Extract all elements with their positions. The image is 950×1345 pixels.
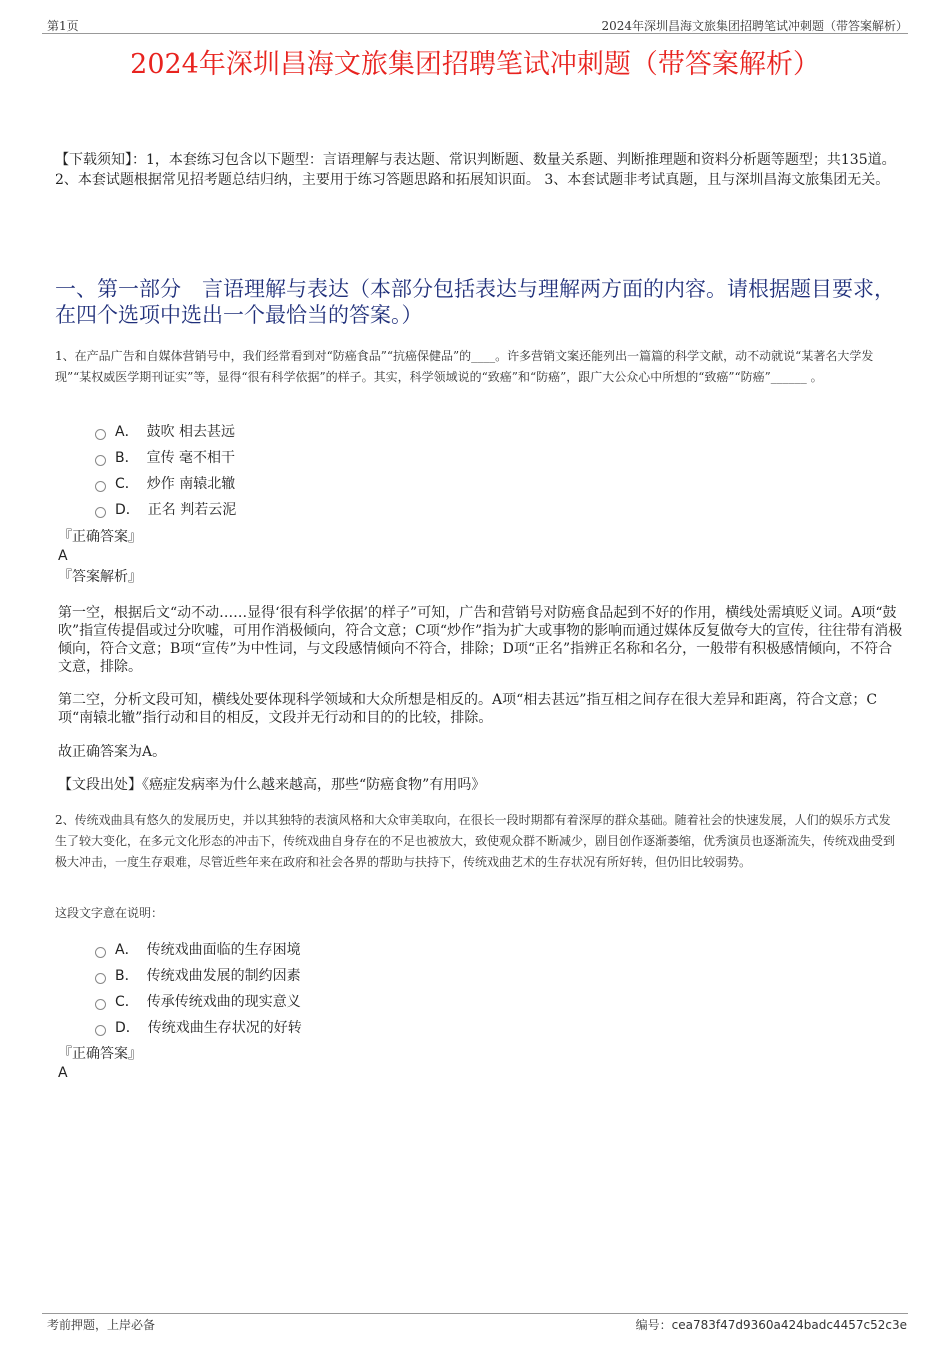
question-1-option-d[interactable]: D． 正名 判若云泥 [95,497,695,523]
question-1-option-b[interactable]: B． 宣传 毫不相干 [95,445,695,471]
question-1-options [95,419,695,523]
footer-code-value: cea783f47d9360a424badc4457c52c3e [671,1318,907,1332]
analysis-label: 『答案解析』 [58,569,142,585]
radio-icon[interactable] [95,429,106,440]
question-2-option-d[interactable]: D． 传统戏曲生存状况的好转 [95,1015,695,1041]
question-1-analysis-para-1: 第一空，根据后文“动不动……显得‘很有科学依据’的样子”可知，广告和营销号对防癌食品起到不好的作用，横线处需填贬义词。A项“鼓吹”指宣传提倡或过分吹嘘，可用作消极倾向，符合文意；C项“炒作”指为扩大或事物的影响而通过媒体反复做夸大的宣传，往往带有消极倾向，符合文意；B项“宣传”为中性词，与文段感情倾向不符合，排除；D项“正名”指辨正名称和名分，一般带有积极感情倾向，不符合文意，排除。 [58,605,903,675]
footer-divider [42,1313,908,1314]
correct-answer-label: 『正确答案』 [58,529,142,545]
question-2-option-c[interactable]: C． 传承传统戏曲的现实意义 [95,989,695,1015]
footer-code [636,1316,907,1333]
question-1-option-a[interactable]: A． 鼓吹 相去甚远 [95,419,695,445]
radio-icon[interactable] [95,973,106,984]
page-header [42,15,908,33]
footer-code-label: 编号： [635,1318,672,1332]
question-1-analysis-para-2: 第二空，分析文段可知，横线处要体现科学领域和大众所想是相反的。A项“相去甚远”指互相之间存在很大差异和距离，符合文意；C项“南辕北辙”指行动和目的相反，文段并无行动和目的的比较，排除。 [58,692,878,726]
correct-answer-label: 『正确答案』 [58,1046,142,1062]
question-2-prompt: 这段文字意在说明： [55,906,164,920]
question-2-option-a[interactable]: A． 传统戏曲面临的生存困境 [95,937,695,963]
question-1-analysis-para-3: 故正确答案为A。 [58,744,167,760]
radio-icon[interactable] [95,999,106,1010]
radio-icon[interactable] [95,507,106,518]
radio-icon[interactable] [95,1025,106,1036]
header-divider [42,33,908,34]
radio-icon[interactable] [95,947,106,958]
question-2-answer: A [58,1065,68,1081]
header-doc-title: 2024年深圳昌海文旅集团招聘笔试冲刺题（带答案解析） [601,19,908,33]
download-notice: 【下载须知】：1，本套练习包含以下题型：言语理解与表达题、常识判断题、数量关系题、判断推理题和资料分析题等题型；共135道。 2、本套试题根据常见招考题总结归纳，主要用于练习答题思路和拓展知识面。 3、本套试题非考试真题，且与深圳昌海文旅集团无关。 [55,152,896,188]
question-1-source: 【文段出处】《癌症发病率为什么越来越高，那些“防癌食物”有用吗》 [58,777,486,793]
page-number: 第1页 [47,19,79,33]
question-2-options [95,937,695,1041]
radio-icon[interactable] [95,455,106,466]
question-1-text: 1、在产品广告和自媒体营销号中，我们经常看到对“防癌食品”“抗癌保健品”的____。许多营销文案还能列出一篇篇的科学文献，动不动就说“某著名大学发现”“某权威医学期刊证实”等，显得“很有科学依据”的样子。其实，科学领域说的“致癌”和“防癌”，跟广大公众心中所想的“致癌”“防癌”______ 。 [55,349,874,384]
radio-icon[interactable] [95,481,106,492]
question-2-option-b[interactable]: B． 传统戏曲发展的制约因素 [95,963,695,989]
question-1-answer: A [58,548,68,564]
footer-slogan: 考前押题，上岸必备 [47,1318,156,1332]
question-2-text: 2、传统戏曲具有悠久的发展历史，并以其独特的表演风格和大众审美取向，在很长一段时期都有着深厚的群众基础。随着社会的快速发展，人们的娱乐方式发生了较大变化，在多元文化形态的冲击下，传统戏曲自身存在的不足也被放大，致使观众群不断减少，剧目创作逐渐萎缩，优秀演员也逐渐流失，传统戏曲受到极大冲击，一度生存艰难，尽管近些年来在政府和社会各界的帮助与扶持下，传统戏曲艺术的生存状况有所好转，但仍旧比较弱势。 [55,813,896,869]
question-1-option-c[interactable]: C． 炒作 南辕北辙 [95,471,695,497]
document-title: 2024年深圳昌海文旅集团招聘笔试冲刺题（带答案解析） [130,49,820,80]
section-title: 一、第一部分 言语理解与表达（本部分包括表达与理解两方面的内容。请根据题目要求，在四个选项中选出一个最恰当的答案。） [55,277,895,327]
